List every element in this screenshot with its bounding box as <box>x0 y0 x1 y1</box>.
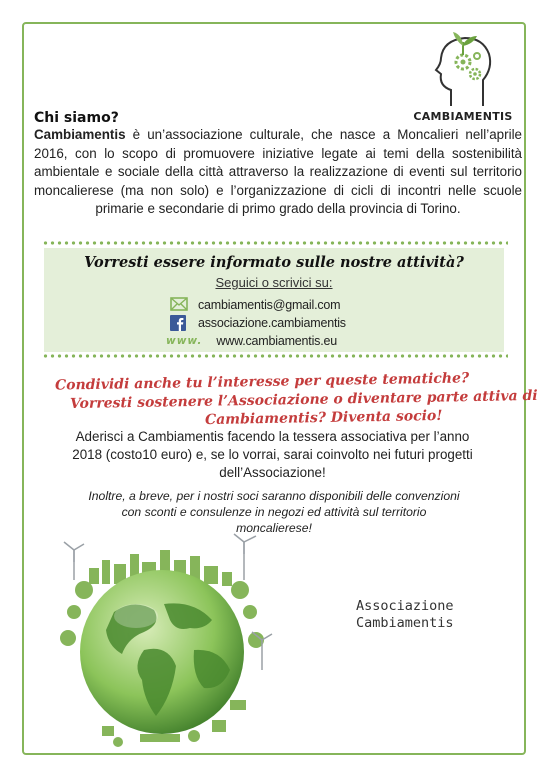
join-headline-2: Vorresti sostenere l’Associazione o diventare parte attiva di <box>69 387 538 413</box>
signature-line-1: Associazione <box>356 598 454 614</box>
join-body: Aderisci a Cambiamentis facendo la tessera associativa per l’anno 2018 (costo10 euro) e, se lo vorrai, sarai coinvolto nei futuri progetti dell’Associazione! <box>72 429 473 480</box>
signature <box>356 598 454 632</box>
facebook-link[interactable]: associazione.cambiamentis <box>198 316 346 330</box>
website-row[interactable] <box>166 332 337 350</box>
website-link[interactable]: www.cambiamentis.eu <box>216 334 337 348</box>
about-text <box>34 126 522 219</box>
about-org-name: Cambiamentis <box>34 127 126 142</box>
join-extra: Inoltre, a breve, per i nostri soci saranno disponibili delle convenzioni con sconti e consulenze in negozi ed attività sul territorio moncalierese! <box>88 489 460 535</box>
follow-label: Seguici o scrivici su: <box>215 275 333 290</box>
head-gears-icon <box>421 28 505 112</box>
logo <box>413 28 513 128</box>
email-row[interactable] <box>170 296 340 314</box>
about-body: è un’associazione culturale, che nasce a Moncalieri nell’aprile 2016, con lo scopo di promuovere iniziative legate ai temi della sostenibilità ambientale e sociale della città attraverso la realizzazione di eventi sul territorio moncalierese (ma non solo) e l’organizzazione di cicli di incontri nelle scuole primarie e secondarie di primo grado della provincia di Torino. <box>34 127 522 217</box>
dotted-divider-top <box>42 241 508 245</box>
contact-title: Vorresti essere informato sulle nostre attività? <box>84 254 464 271</box>
about-title: Chi siamo? <box>34 110 119 126</box>
logo-text: CAMBIAMENTIS <box>413 110 513 123</box>
envelope-icon <box>170 297 188 313</box>
facebook-icon <box>170 315 188 331</box>
eco-globe-illustration <box>44 520 284 755</box>
join-headline-1: Condividi anche tu l’interesse per queste tematiche? <box>54 370 470 394</box>
signature-line-2: Cambiamentis <box>356 615 454 631</box>
dotted-divider-bottom <box>42 354 508 358</box>
www-icon: www. <box>166 335 203 347</box>
facebook-row[interactable] <box>170 314 346 332</box>
join-headline-3: Cambiamentis? Diventa socio! <box>204 407 443 429</box>
email-link[interactable]: cambiamentis@gmail.com <box>198 298 341 312</box>
